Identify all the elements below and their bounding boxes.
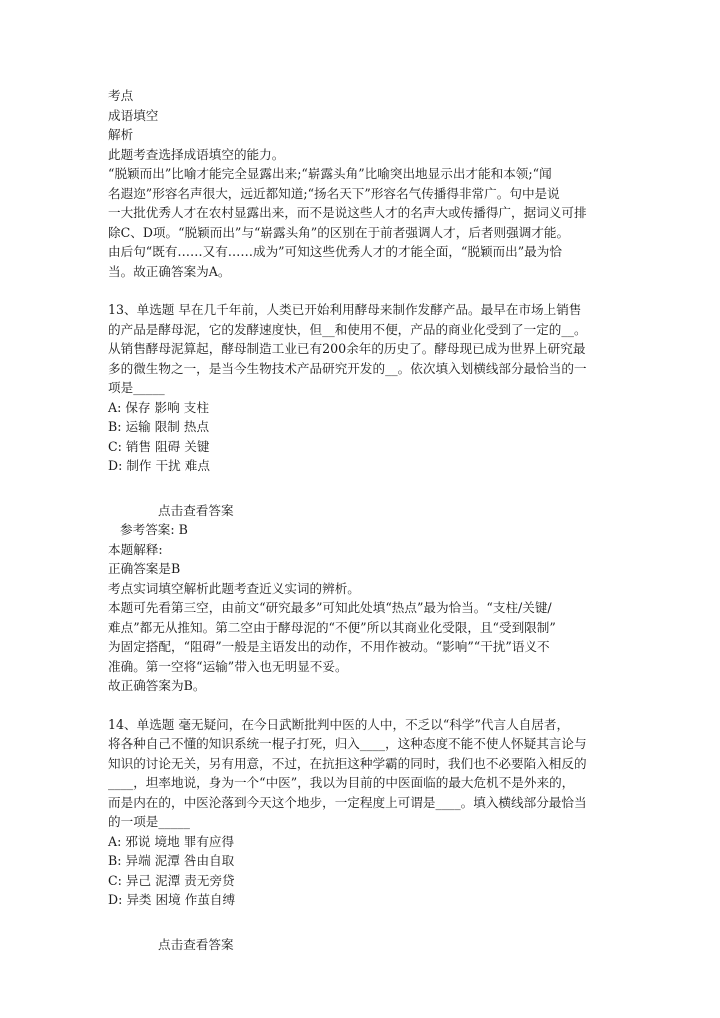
correct-answer: 正确答案是B (108, 561, 181, 576)
question-stem-line: 项是_____ (108, 380, 165, 395)
question-stem-line: 13、单选题 早在几千年前，人类已开始利用酵母来制作发酵产品。最早在市场上销售 (108, 302, 582, 317)
text-line: 名遐迩”形容名声很大，远近都知道;“扬名天下”形容名气传播得非常广。句中是说 (108, 185, 560, 201)
question-stem-line: 从销售酵母泥算起，酵母制造工业已有200余年的历史了。酵母现已成为世界上研究最 (108, 341, 586, 356)
analysis-line: 为固定搭配，“阻碍”一般是主语发出的动作，不用作被动。“影响”“干扰”语义不 (108, 639, 550, 654)
question-stem-line: 将各种自己不懂的知识系统一棍子打死，归入____，这种态度不能不使人怀疑其言论与 (108, 736, 587, 751)
analysis-line: 本题可先看第三空，由前文“研究最多”可知此处填“热点”最为恰当。“支柱/关键/ (108, 600, 552, 615)
analysis-title: 本题解释: (108, 541, 163, 557)
option-a: A: 邪说 境地 罪有应得 (108, 833, 235, 849)
conclusion-line: 故正确答案为B。 (108, 678, 206, 693)
label-kaodian: 考点 (108, 88, 134, 103)
text-line: 一大批优秀人才在农村显露出来，而不是说这些人才的名声大或传播得广，据词义可排 (108, 205, 587, 220)
question-stem-line: 14、单选题 毫无疑问，在今日武断批判中医的人中，不乏以“科学”代言人自居者， (108, 716, 570, 732)
option-b: B: 异端 泥潭 咎由自取 (108, 853, 235, 868)
reference-answer: 参考答案: B (120, 522, 188, 537)
topic-label: 成语填空 (108, 107, 159, 123)
option-d: D: 异类 困境 作茧自缚 (108, 892, 236, 907)
question-stem-line: 而是内在的，中医沦落到今天这个地步，一定程度上可谓是____。填入横线部分最恰当 (108, 794, 587, 810)
document-page (108, 86, 628, 954)
view-answer-link[interactable]: 点击查看答案 (158, 936, 234, 952)
question-13 (108, 300, 628, 696)
kaodian-line: 考点实词填空解析此题考查近义实词的辨析。 (108, 580, 360, 596)
text-line: 由后句“既有……又有……成为”可知这些优秀人才的才能全面，“脱颖而出”最为恰 (108, 244, 562, 259)
question-stem-line: 的一项是_____ (108, 814, 190, 829)
label-jiexi: 解析 (108, 127, 134, 142)
text-line: 当。故正确答案为A。 (108, 263, 231, 279)
explanation-paragraph (108, 164, 628, 281)
option-c: C: 异己 泥潭 责无旁贷 (108, 872, 235, 888)
analysis-line: 难点”都无从推知。第二空由于酵母泥的“不便”所以其商业化受限，且“受到限制” (108, 619, 556, 635)
ability-line: 此题考查选择成语填空的能力。 (108, 146, 285, 162)
view-answer-link[interactable]: 点击查看答案 (158, 502, 234, 518)
analysis-line: 准确。第一空将“运输”带入也无明显不妥。 (108, 658, 348, 674)
option-b: B: 运输 限制 热点 (108, 419, 210, 434)
text-line: 除C、D项。“脱颖而出”与“崭露头角”的区别在于前者强调人才，后者则强调才能。 (108, 224, 570, 240)
text-line: “脱颖而出”比喻才能完全显露出来;“崭露头角”比喻突出地显示出才能和本领;“闻 (108, 166, 552, 181)
question-stem-line: 的产品是酵母泥，它的发酵速度快，但__和使用不便，产品的商业化受到了一定的__。 (108, 321, 587, 337)
question-14 (108, 715, 628, 955)
question-stem-line: ____，坦率地说，身为一个“中医”，我以为目前的中医面临的最大危机不是外来的， (108, 775, 575, 790)
option-d: D: 制作 干扰 难点 (108, 458, 210, 473)
option-c: C: 销售 阻碍 关键 (108, 438, 210, 454)
question-stem-line: 多的微生物之一，是当今生物技术产品研究开发的__。依次填入划横线部分最恰当的一 (108, 360, 587, 376)
question-stem-line: 知识的讨论无关，另有用意，不过，在抗拒这种学霸的同时，我们也不必要陷入相反的 (108, 755, 587, 771)
option-a: A: 保存 影响 支柱 (108, 399, 209, 415)
